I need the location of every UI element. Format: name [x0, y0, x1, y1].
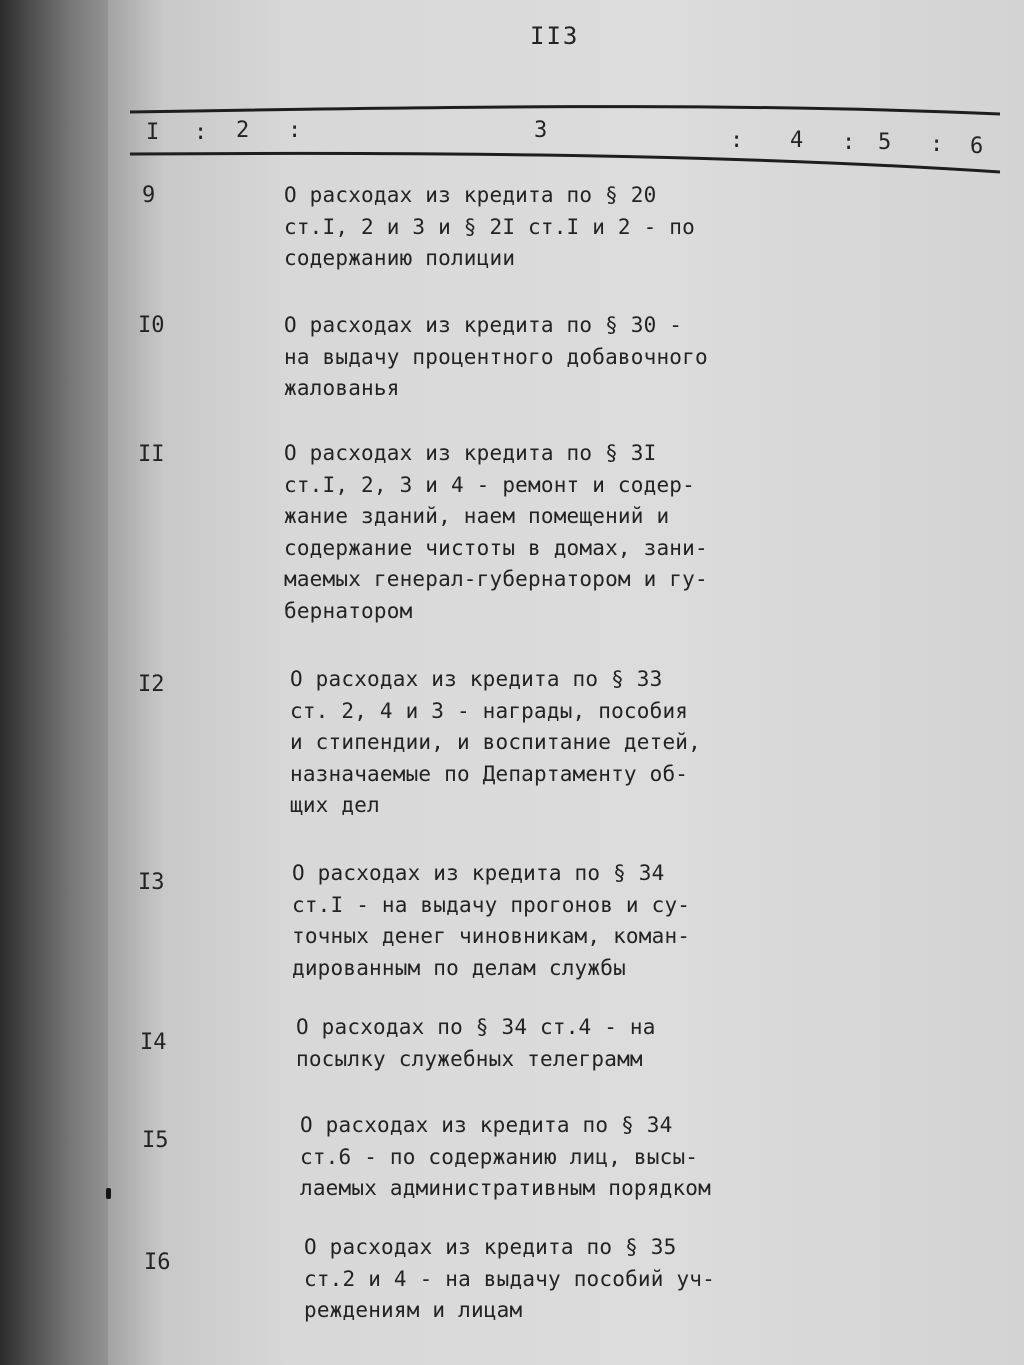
column-2-header: 2	[236, 118, 250, 143]
column-separator: :	[930, 132, 944, 157]
column-separator: :	[194, 120, 208, 145]
row-text: О расходах из кредита по § 3I ст.I, 2, 3 и 4 - ремонт и содер- жание зданий, наем помещений и содержание чистоты в домах, зани- маемых генерал-губернатором и гу- бернатором	[284, 441, 708, 623]
row-text: О расходах по § 34 ст.4 - на посылку служебных телеграмм	[296, 1015, 656, 1071]
binding-mark	[106, 1188, 111, 1199]
row-number: 9	[142, 183, 156, 208]
row-text: О расходах из кредита по § 30 - на выдачу процентного добавочного жалованья	[284, 313, 708, 400]
page-number: II3	[530, 22, 580, 50]
row-number: I5	[142, 1128, 169, 1153]
book-binding-shadow	[0, 0, 118, 1365]
row-text: О расходах из кредита по § 34 ст.6 - по содержанию лиц, высы- лаемых административным порядком	[300, 1113, 711, 1200]
row-text: О расходах из кредита по § 34 ст.I - на выдачу прогонов и су- точных денег чиновникам, коман- дированным по делам службы	[292, 861, 691, 980]
row-number: I2	[138, 672, 165, 697]
column-1-header: I	[146, 120, 160, 145]
row-number: I6	[144, 1250, 171, 1275]
row-text: О расходах из кредита по § 35 ст.2 и 4 - на выдачу пособий уч- реждениям и лицам	[304, 1235, 715, 1322]
row-number: I3	[138, 870, 165, 895]
column-5-header: 5	[878, 130, 892, 155]
row-number: I0	[138, 313, 165, 338]
row-number: II	[138, 442, 165, 467]
column-separator: :	[288, 118, 302, 143]
column-separator: :	[730, 128, 744, 153]
row-number: I4	[140, 1030, 167, 1055]
column-separator: :	[842, 130, 856, 155]
column-4-header: 4	[790, 128, 804, 153]
column-3-header: 3	[534, 118, 548, 143]
column-6-header: 6	[970, 134, 984, 159]
row-text: О расходах из кредита по § 33 ст. 2, 4 и 3 - награды, пособия и стипендии, и воспитание детей, назначаемые по Департаменту об- щих дел	[290, 667, 701, 817]
row-text: О расходах из кредита по § 20 ст.I, 2 и 3 и § 2I ст.I и 2 - по содержанию полиции	[284, 183, 695, 270]
table-header-rules	[125, 92, 1005, 182]
